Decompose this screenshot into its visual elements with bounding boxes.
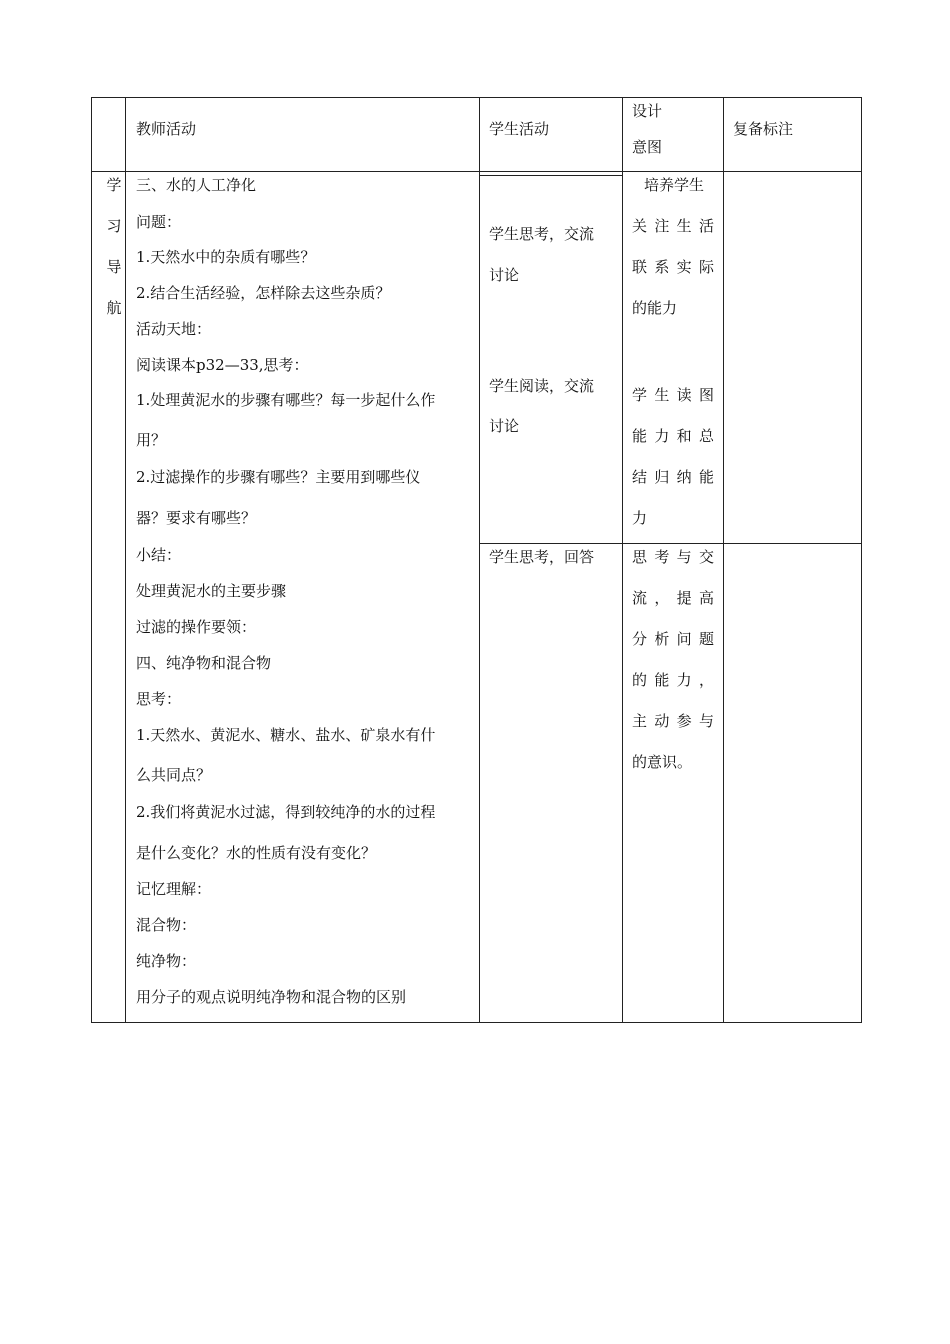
header-design-intent-line2: 意图 <box>632 138 663 156</box>
column-divider <box>723 97 724 1023</box>
row-divider <box>479 543 862 544</box>
column-divider <box>479 97 480 1023</box>
header-teacher-activity: 教师活动 <box>136 120 197 138</box>
design-line: 能 力 和 总 <box>632 427 714 445</box>
header-divider <box>91 171 862 172</box>
column-divider <box>622 97 623 1023</box>
section-label-char: 航 <box>106 299 122 317</box>
design-line: 关 注 生 活 <box>632 217 714 235</box>
header-remarks: 复备标注 <box>733 120 794 138</box>
teacher-line: 混合物： <box>136 916 197 934</box>
design-line: 的 能 力 ， <box>632 671 714 689</box>
teacher-line: 阅读课本p32—33,思考： <box>136 356 309 374</box>
design-line: 主 动 参 与 <box>632 712 714 730</box>
header-design-intent-line1: 设计 <box>632 102 663 120</box>
teacher-line: 器？要求有哪些？ <box>136 509 257 527</box>
design-line: 流 ， 提 高 <box>632 589 714 607</box>
teacher-line: 思考： <box>136 690 182 708</box>
teacher-line: 1.处理黄泥水的步骤有哪些？每一步起什么作 <box>136 391 436 409</box>
teacher-line: 小结： <box>136 546 182 564</box>
student-line: 讨论 <box>489 417 520 435</box>
design-line: 的意识。 <box>632 753 693 771</box>
student-line: 学生思考，回答 <box>489 548 595 566</box>
header-student-activity: 学生活动 <box>489 120 550 138</box>
teacher-line: 纯净物： <box>136 952 197 970</box>
table-border-right <box>861 97 862 1023</box>
student-line: 学生思考，交流 <box>489 225 595 243</box>
table-border-left <box>91 97 92 1023</box>
design-line: 培养学生 <box>644 176 705 194</box>
design-line: 分 析 问 题 <box>632 630 714 648</box>
teacher-line: 用分子的观点说明纯净物和混合物的区别 <box>136 988 407 1006</box>
teacher-line: 过滤的操作要领： <box>136 618 257 636</box>
teacher-line: 1.天然水、黄泥水、糖水、盐水、矿泉水有什 <box>136 726 436 744</box>
teacher-line: 三、水的人工净化 <box>136 176 257 194</box>
design-line: 力 <box>632 509 648 527</box>
table-border-bottom <box>91 1022 862 1023</box>
teacher-line: 2.过滤操作的步骤有哪些？主要用到哪些仪 <box>136 468 421 486</box>
lesson-plan-table <box>91 97 862 1023</box>
teacher-line: 四、纯净物和混合物 <box>136 654 272 672</box>
teacher-line: 用？ <box>136 431 167 449</box>
design-line: 的能力 <box>632 299 678 317</box>
design-line: 结 归 纳 能 <box>632 468 714 486</box>
student-line: 学生阅读，交流 <box>489 377 595 395</box>
teacher-line: 活动天地： <box>136 320 212 338</box>
teacher-line: 2.我们将黄泥水过滤，得到较纯净的水的过程 <box>136 803 436 821</box>
section-label-char: 学 <box>106 176 122 194</box>
student-line: 讨论 <box>489 266 520 284</box>
design-line: 学 生 读 图 <box>632 386 714 404</box>
teacher-line: 2.结合生活经验，怎样除去这些杂质？ <box>136 284 391 302</box>
table-border-top <box>91 97 862 98</box>
section-label-char: 习 <box>106 217 122 235</box>
teacher-line: 是什么变化？水的性质有没有变化？ <box>136 844 377 862</box>
student-cell-top <box>479 175 623 176</box>
teacher-line: 问题： <box>136 213 182 231</box>
column-divider <box>125 97 126 1023</box>
section-label-char: 导 <box>106 258 122 276</box>
teacher-line: 处理黄泥水的主要步骤 <box>136 582 287 600</box>
design-line: 思 考 与 交 <box>632 548 714 566</box>
teacher-line: 么共同点？ <box>136 766 212 784</box>
teacher-line: 记忆理解： <box>136 880 212 898</box>
design-line: 联 系 实 际 <box>632 258 714 276</box>
teacher-line: 1.天然水中的杂质有哪些？ <box>136 248 316 266</box>
